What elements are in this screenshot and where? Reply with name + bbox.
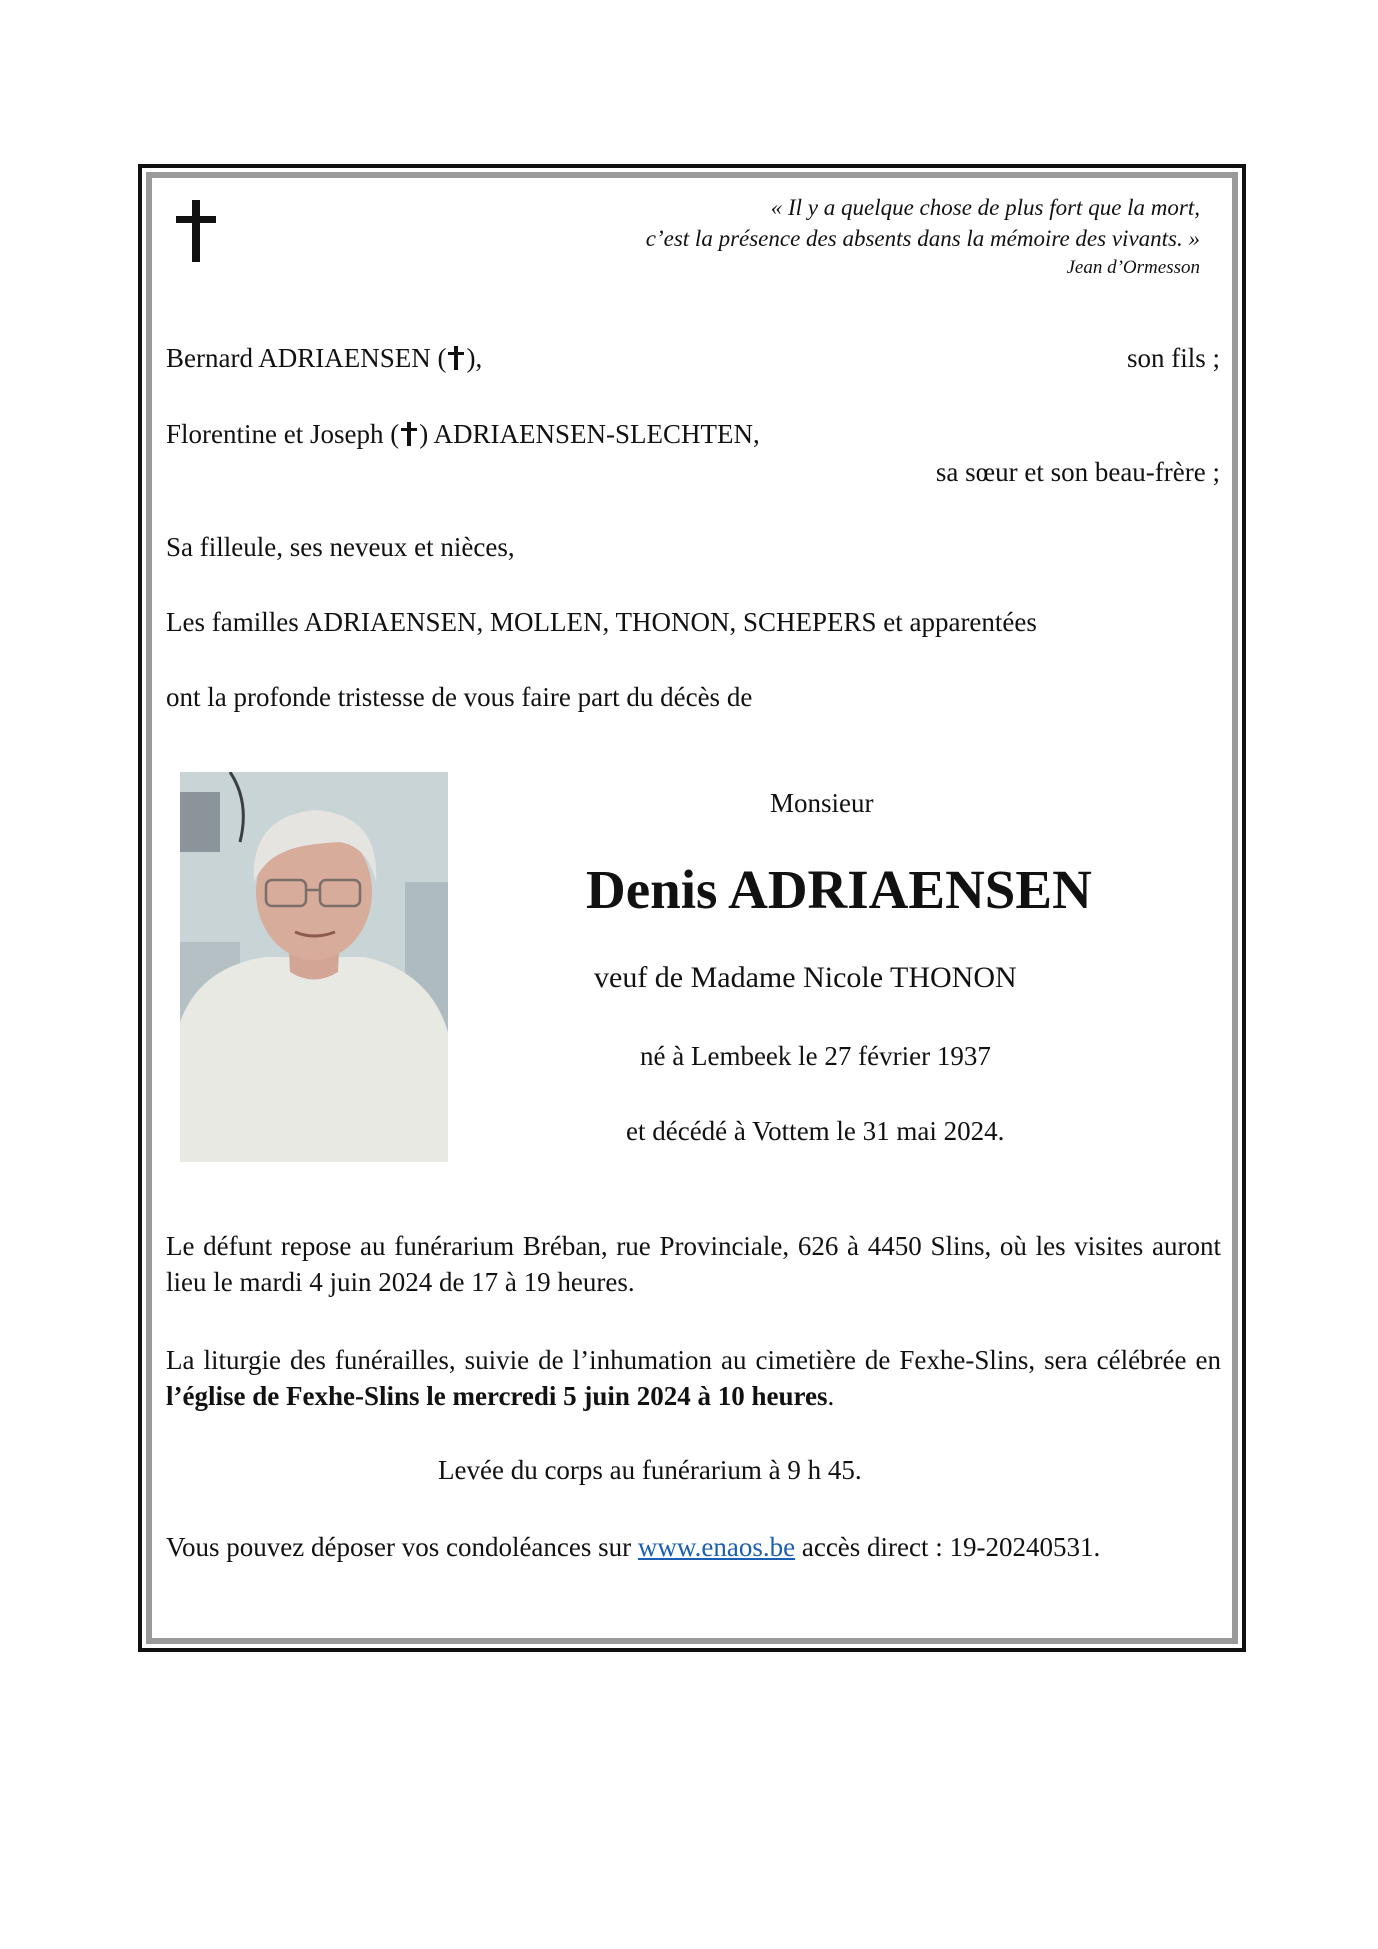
deceased-title: Monsieur	[770, 788, 874, 818]
quote-author: Jean d’Ormesson	[1066, 257, 1200, 278]
son-name: Bernard ADRIAENSEN (	[166, 343, 447, 373]
small-cross-icon	[448, 346, 464, 370]
sister-name-a: Florentine et Joseph (	[166, 419, 400, 449]
deceased-name: Denis ADRIAENSEN	[586, 859, 1092, 920]
small-cross-icon	[401, 422, 417, 446]
visitation-paragraph: Le défunt repose au funérarium Bréban, rue Provinciale, 626 à 4450 Slins, où les visites auront lieu le mardi 4 juin 2024 de 17 à 19 heures.	[166, 1231, 1221, 1297]
cross-icon	[176, 200, 216, 262]
condolences-paragraph	[166, 1529, 1221, 1565]
son-line	[166, 341, 482, 375]
quote-line-2: c’est la présence des absents dans la mémoire des vivants. »	[645, 226, 1200, 251]
condolences-link[interactable]: www.enaos.be	[637, 1532, 796, 1562]
levee-line: Levée du corps au funérarium à 9 h 45.	[438, 1455, 862, 1485]
deceased-died: et décédé à Vottem le 31 mai 2024.	[626, 1116, 1005, 1146]
condolences-access-code: accès direct : 19-20240531.	[795, 1532, 1101, 1562]
liturgy-end: .	[827, 1381, 835, 1411]
announce-line: ont la profonde tristesse de vous faire part du décès de	[166, 682, 753, 712]
families-line: Les familles ADRIAENSEN, MOLLEN, THONON, SCHEPERS et apparentées	[166, 607, 1037, 637]
liturgy-paragraph	[166, 1342, 1221, 1414]
son-name-end: ),	[466, 343, 483, 373]
sister-line	[166, 417, 760, 451]
deceased-born: né à Lembeek le 27 février 1937	[640, 1041, 991, 1071]
godchild-line: Sa filleule, ses neveux et nièces,	[166, 532, 515, 562]
sister-role: sa sœur et son beau-frère ;	[935, 457, 1220, 487]
portrait-photo	[180, 772, 448, 1162]
quote-line-1: « Il y a quelque chose de plus fort que la mort,	[770, 195, 1200, 220]
liturgy-place-date: l’église de Fexhe-Slins le mercredi 5 juin 2024 à 10 heures	[166, 1381, 828, 1411]
liturgy-text: La liturgie des funérailles, suivie de l’inhumation au cimetière de Fexhe-Slins, sera célébrée en	[166, 1345, 1221, 1375]
deceased-spouse: veuf de Madame Nicole THONON	[594, 961, 1017, 994]
son-role: son fils ;	[1126, 343, 1220, 373]
condolences-text: Vous pouvez déposer vos condoléances sur	[166, 1532, 638, 1562]
sister-name-b: ) ADRIAENSEN-SLECHTEN,	[419, 419, 760, 449]
